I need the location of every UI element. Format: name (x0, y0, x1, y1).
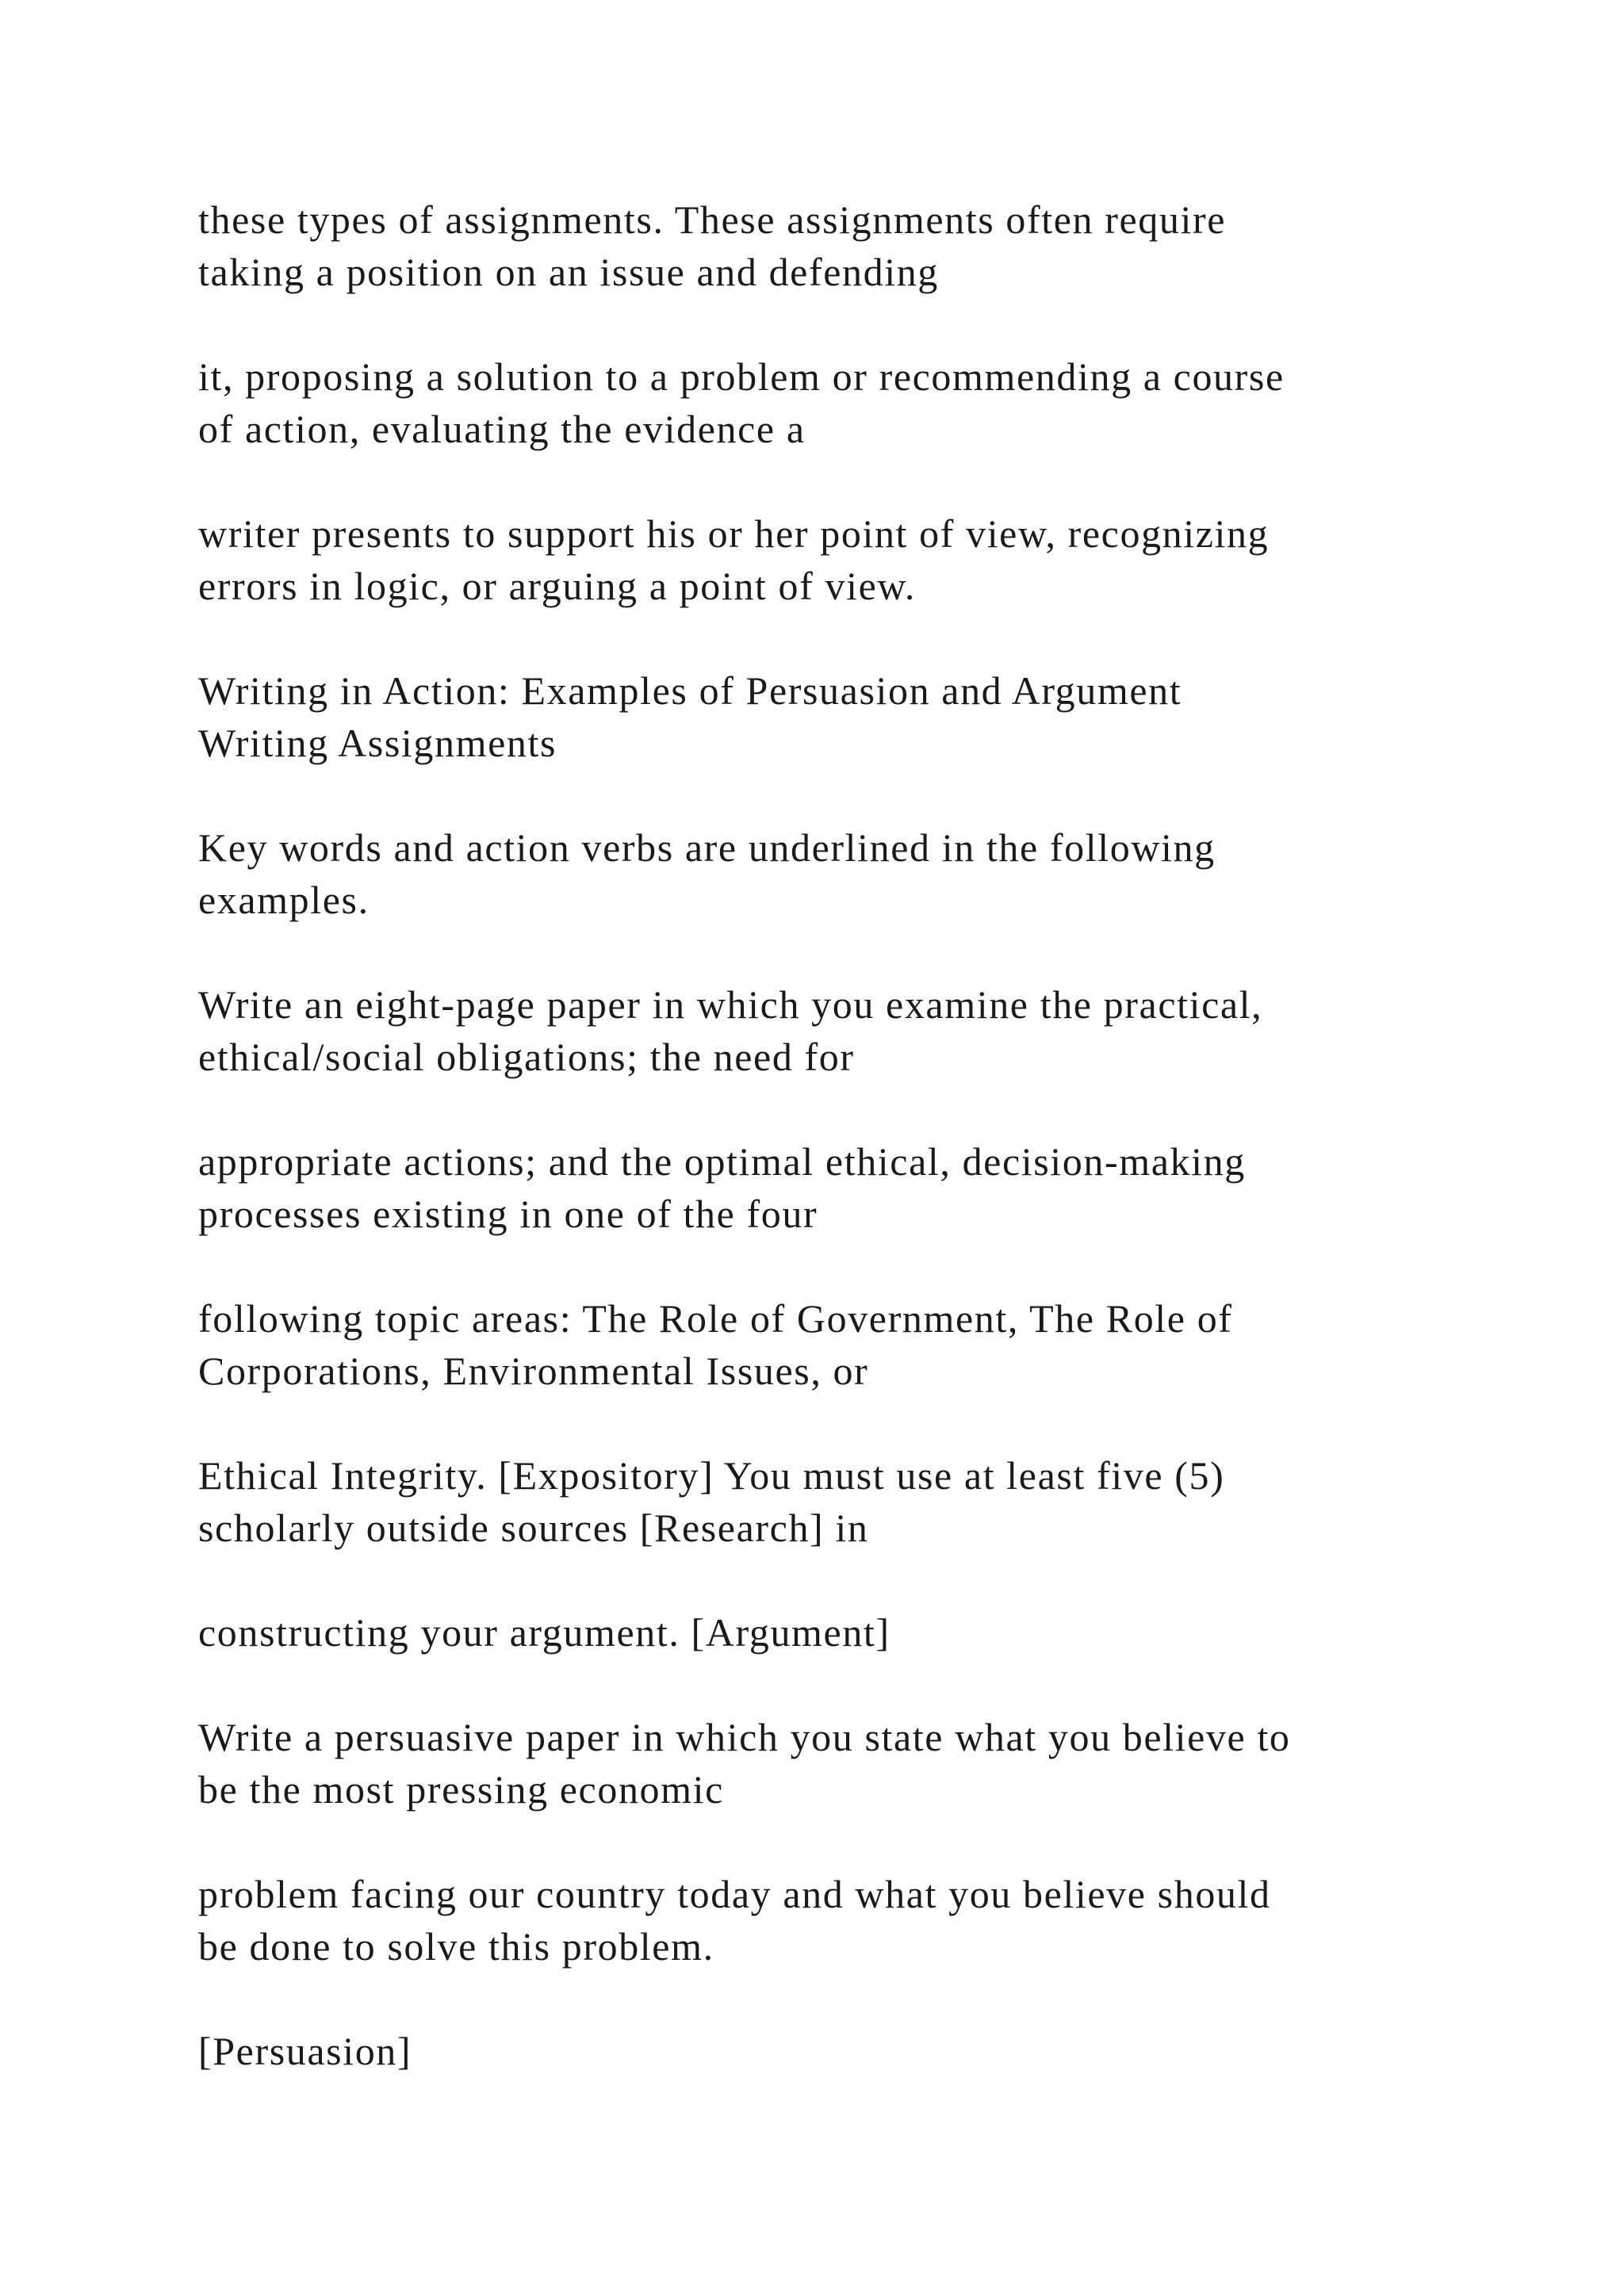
paragraph (198, 1135, 1499, 1240)
text-line: Ethical Integrity. [Expository] You must use at least five (5) (198, 1453, 1225, 1498)
paragraph (198, 1606, 1499, 1659)
paragraph (198, 350, 1499, 455)
section-heading (198, 664, 1499, 769)
paragraph (198, 507, 1499, 612)
text-line: ethical/social obligations; the need for (198, 1035, 855, 1079)
paragraph (198, 978, 1499, 1083)
text-line: be the most pressing economic (198, 1767, 724, 1812)
text-line: Write a persuasive paper in which you state what you believe to (198, 1715, 1291, 1759)
text-line: errors in logic, or arguing a point of view. (198, 564, 916, 608)
text-line: appropriate actions; and the optimal ethical, decision-making (198, 1139, 1246, 1184)
text-line: Key words and action verbs are underlined in the following (198, 825, 1216, 870)
paragraph (198, 1292, 1499, 1397)
paragraph (198, 1449, 1499, 1554)
paragraph (198, 1711, 1499, 1816)
text-line: [Persuasion] (198, 2029, 412, 2073)
paragraph (198, 2025, 1499, 2077)
text-line: of action, evaluating the evidence a (198, 407, 806, 451)
text-line: taking a position on an issue and defending (198, 250, 939, 294)
text-line: writer presents to support his or her point of view, recognizing (198, 511, 1270, 556)
text-line: it, proposing a solution to a problem or recommending a course (198, 354, 1285, 399)
text-line: processes existing in one of the four (198, 1192, 818, 1236)
text-line: scholarly outside sources [Research] in (198, 1506, 869, 1550)
text-line: Writing in Action: Examples of Persuasion and Argument (198, 668, 1182, 713)
text-line: be done to solve this problem. (198, 1924, 714, 1969)
paragraph (198, 821, 1499, 926)
text-line: these types of assignments. These assignments often require (198, 197, 1226, 242)
paragraph (198, 193, 1499, 298)
paragraph (198, 1868, 1499, 1973)
text-line: Write an eight-page paper in which you examine the practical, (198, 982, 1263, 1027)
text-line: constructing your argument. [Argument] (198, 1610, 891, 1655)
text-line: problem facing our country today and what you believe should (198, 1872, 1271, 1916)
text-line: examples. (198, 878, 370, 922)
text-line: Writing Assignments (198, 721, 557, 765)
document-body (198, 193, 1499, 2130)
text-line: following topic areas: The Role of Government, The Role of (198, 1296, 1233, 1341)
text-line: Corporations, Environmental Issues, or (198, 1349, 869, 1393)
